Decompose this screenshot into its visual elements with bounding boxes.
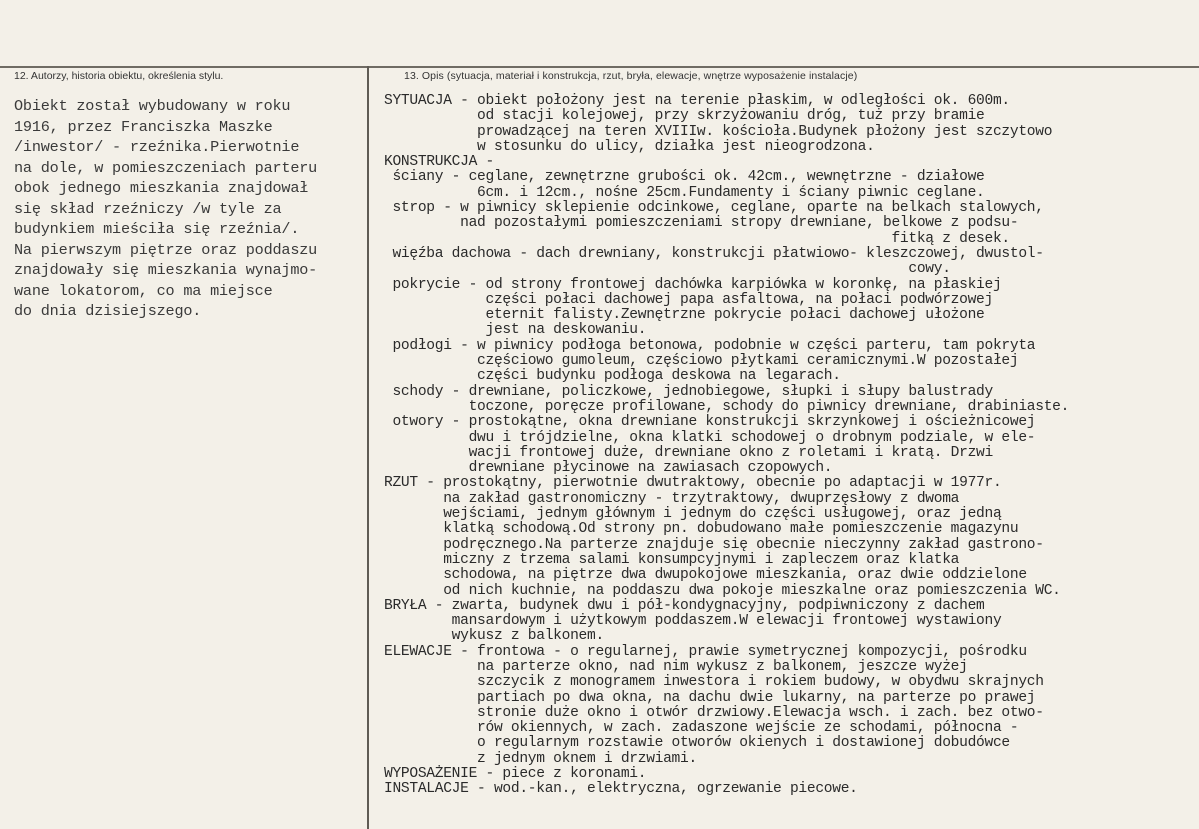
history-line: znajdowały się mieszkania wynajmo- (14, 261, 318, 279)
description-line: schodowa, na piętrze dwa dwupokojowe mieszkania, oraz dwie oddzielone (384, 567, 1027, 584)
description-line: jest na deskowaniu. (384, 322, 647, 339)
description-line: więźba dachowa - dach drewniany, konstrukcji płatwiowo- kleszczowej, dwustol- (384, 245, 1044, 262)
description-line: podłogi - w piwnicy podłoga betonowa, podobnie w części parteru, tam pokryta (384, 337, 1036, 354)
history-line: /inwestor/ - rzeźnika.Pierwotnie (14, 138, 300, 156)
description-line: fitką z desek. (384, 230, 1010, 247)
description-line: ściany - ceglane, zewnętrzne grubości ok. 42cm., wewnętrzne - działowe (384, 169, 985, 186)
description-line: rów okiennych, w zach. zadaszone wejście ze schodami, północna - (384, 720, 1019, 737)
description-line: drewniane płycinowe na zawiasach czopowych. (384, 460, 833, 477)
description-line: eternit falisty.Zewnętrzne pokrycie połaci dachowej ułożone (384, 307, 985, 324)
description-line: strop - w piwnicy sklepienie odcinkowe, ceglane, oparte na belkach stalowych, (384, 200, 1044, 217)
description-line: RZUT - prostokątny, pierwotnie dwutraktowy, obecnie po adaptacji w 1977r. (384, 475, 1002, 492)
history-line: 1916, przez Franciszka Maszke (14, 117, 273, 136)
description-line: prowadzącej na teren XVIIIw. kościoła.Budynek płożony jest szczytowo (384, 123, 1053, 140)
description-line: mansardowym i użytkowym poddaszem.W elewacji frontowej wystawiony (384, 613, 1002, 630)
history-line: Na pierwszym piętrze oraz poddaszu (14, 240, 318, 259)
description-line: szczycik z monogramem inwestora i rokiem budowy, w obydwu skrajnych (384, 674, 1044, 691)
description-line: toczone, poręcze profilowane, schody do piwnicy drewniane, drabiniaste. (384, 398, 1070, 415)
description-line: klatką schodową.Od strony pn. dobudowano małe pomieszczenie magazynu (384, 521, 1019, 538)
description-line: ELEWACJE - frontowa - o regularnej, prawie symetrycznej kompozycji, pośrodku (384, 643, 1027, 660)
description-line: stronie duże okno i otwór drzwiowy.Elewacja wsch. i zach. bez otwo- (384, 704, 1044, 721)
history-text (14, 96, 359, 322)
history-line: obok jednego mieszkania znajdował (14, 179, 309, 197)
description-line: SYTUACJA - obiekt położony jest na terenie płaskim, w odległości ok. 600m. (384, 93, 1010, 109)
description-line: 6cm. i 12cm., nośne 25cm.Fundamenty i ściany piwnic ceglane. (384, 184, 985, 201)
history-line: na dole, w pomieszczeniach parteru (14, 158, 318, 177)
history-line: się skład rzeźniczy /w tyle za (14, 199, 282, 218)
section-13-heading: 13. Opis (sytuacja, materiał i konstrukcja, rzut, bryła, elewacje, wnętrze wyposażenie instalacje) (404, 70, 858, 82)
description-line: miczny z trzema salami konsumpcyjnymi i zapleczem oraz klatka (384, 551, 960, 568)
column-divider (367, 66, 369, 829)
description-line: części budynku podłoga deskowa na legarach. (384, 368, 841, 385)
description-line: od nich kuchnie, na poddaszu dwa pokoje mieszkalne oraz pomieszczenia WC. (384, 582, 1061, 599)
description-line: otwory - prostokątne, okna drewniane konstrukcji skrzynkowej i ościeżnicowej (384, 414, 1036, 431)
header-divider (0, 66, 1199, 68)
description-line: pokrycie - od strony frontowej dachówka karpiówka w koronkę, na płaskiej (384, 276, 1002, 293)
description-line: o regularnym rozstawie otworów okienych i dostawionej dobudówce (384, 735, 1010, 752)
description-line: nad pozostałymi pomieszczeniami stropy drewniane, belkowe z podsu- (384, 215, 1019, 232)
description-line: partiach po dwa okna, na dachu dwie lukarny, na parterze po prawej (384, 689, 1036, 706)
section-12-heading: 12. Autorzy, historia obiektu, określenia stylu. (14, 70, 224, 82)
description-line: KONSTRUKCJA - (384, 154, 494, 171)
description-line: w stosunku do ulicy, działka jest nieogrodzona. (384, 138, 875, 155)
description-text (384, 94, 1194, 798)
description-line: od stacji kolejowej, przy skrzyżowaniu dróg, tuż przy bramie (384, 108, 985, 125)
description-line: na zakład gastronomiczny - trzytraktowy, dwuprzęsłowy z dwoma (384, 490, 960, 507)
description-line: schody - drewniane, policzkowe, jednobiegowe, słupki i słupy balustrady (384, 383, 993, 400)
description-line: INSTALACJE - wod.-kan., elektryczna, ogrzewanie piecowe. (384, 781, 858, 798)
description-line: części połaci dachowej papa asfaltowa, na połaci podwórzowej (384, 291, 993, 308)
description-line: na parterze okno, nad nim wykusz z balkonem, jeszcze wyżej (384, 658, 968, 675)
description-line: cowy. (384, 261, 951, 278)
history-line: budynkiem mieściła się rzeźnia/. (14, 220, 300, 238)
description-line: podręcznego.Na parterze znajduje się obecnie nieczynny zakład gastrono- (384, 536, 1044, 553)
history-line: do dnia dzisiejszego. (14, 302, 202, 320)
description-line: BRYŁA - zwarta, budynek dwu i pół-kondygnacyjny, podpiwniczony z dachem (384, 597, 985, 614)
history-line: Obiekt został wybudowany w roku (14, 97, 291, 115)
description-line: WYPOSAŻENIE - piece z koronami. (384, 766, 647, 783)
description-line: częściowo gumoleum, częściowo płytkami ceramicznymi.W pozostałej (384, 353, 1019, 370)
description-line: wacji frontowej duże, drewniane okno z roletami i kratą. Drzwi (384, 444, 993, 461)
description-line: dwu i trójdzielne, okna klatki schodowej o drobnym podziale, w ele- (384, 429, 1036, 446)
description-line: wejściami, jednym głównym i jednym do części usługowej, oraz jedną (384, 506, 1002, 523)
description-line: wykusz z balkonem. (384, 628, 604, 645)
description-line: z jednym oknem i drzwiami. (384, 750, 697, 767)
history-line: wane lokatorom, co ma miejsce (14, 281, 273, 300)
